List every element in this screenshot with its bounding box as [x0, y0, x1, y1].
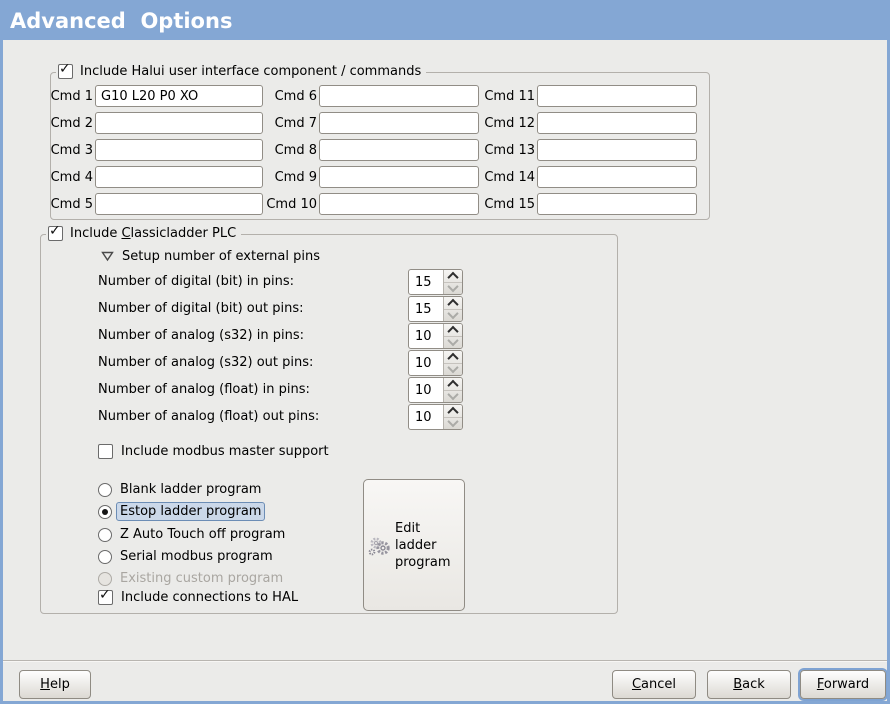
chevron-down-icon	[447, 389, 458, 400]
spin-down-button[interactable]	[444, 391, 462, 403]
expander-open-icon	[101, 251, 114, 262]
spin-down-button[interactable]	[444, 364, 462, 376]
radio-icon	[98, 572, 112, 586]
digital-in-label: Number of digital (bit) in pins:	[98, 274, 295, 289]
external-pins-expander[interactable]	[101, 249, 320, 264]
analog-s32-in-spinbox[interactable]	[408, 323, 463, 349]
radio-serial-modbus[interactable]	[98, 547, 277, 566]
radio-label: Estop ladder program	[116, 502, 265, 521]
spin-down-button[interactable]	[444, 418, 462, 430]
spin-down-button[interactable]	[444, 337, 462, 349]
analog-s32-out-spinbox[interactable]	[408, 350, 463, 376]
cmd-8-input[interactable]	[319, 139, 479, 161]
chevron-down-icon	[447, 416, 458, 427]
modbus-checkbox[interactable]	[98, 444, 113, 459]
back-button-label: Back	[733, 677, 765, 692]
cmd-14-input[interactable]	[537, 166, 697, 188]
radio-z-auto-touch-off[interactable]	[98, 525, 289, 544]
radio-label: Existing custom program	[120, 571, 284, 586]
analog-float-out-spinbox[interactable]	[408, 404, 463, 430]
radio-existing-custom	[98, 569, 287, 588]
page-title: Advanced Options	[3, 3, 887, 40]
halui-frame	[50, 61, 710, 220]
edit-ladder-program-button[interactable]	[363, 479, 465, 611]
cmd-15-input[interactable]	[537, 193, 697, 215]
cmd-7-label: Cmd 7	[274, 115, 317, 131]
digital-out-label: Number of digital (bit) out pins:	[98, 301, 304, 316]
radio-estop-ladder[interactable]	[98, 502, 265, 521]
gears-icon	[367, 532, 394, 559]
radio-icon[interactable]	[98, 483, 112, 497]
halui-legend	[56, 63, 426, 80]
analog-s32-out-label: Number of analog (s32) out pins:	[98, 355, 314, 370]
cmd-6-input[interactable]	[319, 85, 479, 107]
chevron-down-icon	[447, 281, 458, 292]
cmd-13-label: Cmd 13	[484, 142, 535, 158]
cmd-1-label: Cmd 1	[50, 88, 93, 104]
analog-s32-out-value[interactable]	[409, 351, 443, 375]
cmd-11-label: Cmd 11	[484, 88, 535, 104]
cmd-3-label: Cmd 3	[50, 142, 93, 158]
cmd-14-label: Cmd 14	[484, 169, 535, 185]
cmd-8-label: Cmd 8	[274, 142, 317, 158]
cmd-9-input[interactable]	[319, 166, 479, 188]
classicladder-legend	[46, 225, 241, 242]
chevron-down-icon	[447, 308, 458, 319]
cmd-2-input[interactable]	[95, 112, 263, 134]
help-button-label: Help	[40, 677, 70, 692]
cmd-4-input[interactable]	[95, 166, 263, 188]
digital-out-value[interactable]	[409, 297, 443, 321]
cmd-10-label: Cmd 10	[266, 196, 317, 212]
radio-label: Z Auto Touch off program	[120, 527, 286, 542]
cmd-12-input[interactable]	[537, 112, 697, 134]
modbus-checkbox-row[interactable]	[98, 444, 329, 459]
analog-float-in-spinbox[interactable]	[408, 377, 463, 403]
cmd-4-label: Cmd 4	[50, 169, 93, 185]
halui-checkbox[interactable]	[58, 61, 73, 79]
cmd-6-label: Cmd 6	[274, 88, 317, 104]
cmd-10-input[interactable]	[319, 193, 479, 215]
radio-label: Serial modbus program	[120, 549, 273, 564]
spin-down-button[interactable]	[444, 310, 462, 322]
check-icon: ✓	[49, 223, 61, 239]
chevron-down-icon	[447, 335, 458, 346]
classicladder-checkbox-label: Include Classicladder PLC	[70, 226, 237, 241]
footer-separator	[3, 660, 887, 661]
analog-float-in-value[interactable]	[409, 378, 443, 402]
forward-button-label: Forward	[816, 677, 870, 692]
classicladder-checkbox[interactable]	[48, 223, 63, 241]
classicladder-frame	[40, 223, 618, 614]
hal-connections-checkbox-label: Include connections to HAL	[121, 590, 299, 605]
help-button[interactable]	[19, 670, 91, 699]
radio-icon[interactable]	[98, 550, 112, 564]
cmd-7-input[interactable]	[319, 112, 479, 134]
digital-in-value[interactable]	[409, 270, 443, 294]
radio-label: Blank ladder program	[120, 482, 262, 497]
analog-float-out-value[interactable]	[409, 405, 443, 429]
analog-float-in-label: Number of analog (float) in pins:	[98, 382, 310, 397]
cmd-2-label: Cmd 2	[50, 115, 93, 131]
check-icon: ✓	[99, 587, 111, 603]
spin-down-button[interactable]	[444, 283, 462, 295]
cmd-5-label: Cmd 5	[50, 196, 93, 212]
radio-blank-ladder[interactable]	[98, 480, 265, 499]
analog-float-out-label: Number of analog (float) out pins:	[98, 409, 320, 424]
cancel-button[interactable]	[612, 670, 696, 699]
radio-icon[interactable]	[98, 505, 112, 519]
check-icon: ✓	[59, 61, 71, 77]
digital-out-spinbox[interactable]	[408, 296, 463, 322]
cmd-1-input[interactable]	[95, 85, 263, 107]
analog-s32-in-value[interactable]	[409, 324, 443, 348]
cmd-9-label: Cmd 9	[274, 169, 317, 185]
cmd-11-input[interactable]	[537, 85, 697, 107]
expander-label: Setup number of external pins	[122, 249, 321, 264]
modbus-checkbox-label: Include modbus master support	[121, 444, 329, 459]
halui-cmd-grid	[50, 85, 697, 215]
back-button[interactable]	[707, 670, 791, 699]
cmd-5-input[interactable]	[95, 193, 263, 215]
cancel-button-label: Cancel	[631, 677, 677, 692]
hal-connections-checkbox[interactable]	[98, 587, 113, 605]
radio-icon[interactable]	[98, 528, 112, 542]
analog-s32-in-label: Number of analog (s32) in pins:	[98, 328, 304, 343]
chevron-down-icon	[447, 362, 458, 373]
digital-in-spinbox[interactable]	[408, 269, 463, 295]
hal-connections-checkbox-row[interactable]	[98, 587, 299, 605]
forward-button[interactable]	[800, 670, 886, 699]
cmd-12-label: Cmd 12	[484, 115, 535, 131]
edit-ladder-program-label: Edit ladder program	[395, 520, 451, 570]
cmd-13-input[interactable]	[537, 139, 697, 161]
cmd-3-input[interactable]	[95, 139, 263, 161]
cmd-15-label: Cmd 15	[484, 196, 535, 212]
halui-checkbox-label: Include Halui user interface component / commands	[80, 64, 422, 79]
